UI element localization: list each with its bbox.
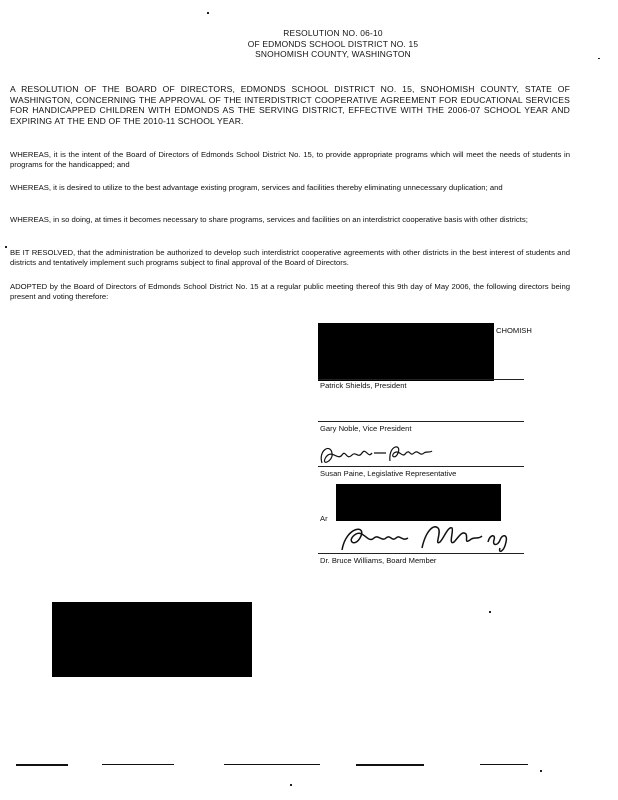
district-name: OF EDMONDS SCHOOL DISTRICT NO. 15 [247, 38, 419, 49]
whereas-paragraph-3: WHEREAS, in so doing, at times it becomes necessary to share programs, services and facilities on an interdistrict cooperative basis with other districts; [10, 215, 528, 224]
scan-speck [540, 770, 542, 772]
signature-line [318, 421, 524, 422]
signature-line [318, 379, 524, 380]
scan-mark [224, 764, 320, 765]
board-member-label: Dr. Bruce Williams, Board Member [320, 556, 437, 565]
redaction-box-large [52, 602, 252, 677]
scan-mark [356, 764, 424, 766]
document-header [0, 28, 618, 60]
handwritten-signature-paine [316, 441, 436, 469]
scan-speck [290, 784, 292, 786]
scan-mark [480, 764, 528, 765]
president-label: Patrick Shields, President [320, 381, 407, 390]
scan-speck [598, 58, 600, 59]
signature-line [318, 553, 524, 554]
whereas-paragraph-2: WHEREAS, it is desired to utilize to the best advantage existing program, services and facilities thereby eliminating unnecessary duplication; and [10, 183, 503, 192]
scan-speck [207, 12, 209, 14]
county-fragment-text: CHOMISH [496, 326, 532, 335]
legislative-representative-label: Susan Paine, Legislative Representative [320, 469, 457, 478]
scan-mark [16, 764, 68, 766]
scan-mark [102, 764, 174, 765]
redaction-box [318, 323, 494, 381]
signature-line [318, 466, 524, 467]
resolved-paragraph: BE IT RESOLVED, that the administration be authorized to develop such interdistrict cooperative agreements with other districts in the best interest of students and districts and tentatively implement such programs subject to final approval of the Board of Directors. [10, 248, 570, 268]
redaction-box [336, 484, 501, 521]
member-fragment-text: Ar [320, 514, 328, 523]
whereas-paragraph-1: WHEREAS, it is the intent of the Board of Directors of Edmonds School District No. 15, to provide appropriate programs which will meet the needs of students in programs for the handicapped; and [10, 150, 570, 170]
vice-president-label: Gary Noble, Vice President [320, 424, 412, 433]
adopted-paragraph: ADOPTED by the Board of Directors of Edmonds School District No. 15 at a regular public meeting thereof this 9th day of May 2006, the following directors being present and voting therefore: [10, 282, 570, 302]
scan-speck [489, 611, 491, 613]
scan-speck [5, 246, 7, 248]
county-state: SNOHOMISH COUNTY, WASHINGTON [255, 49, 411, 59]
handwritten-signature-williams [338, 520, 518, 556]
resolution-number: RESOLUTION NO. 06-10 [283, 28, 383, 38]
resolution-title: A RESOLUTION OF THE BOARD OF DIRECTORS, EDMONDS SCHOOL DISTRICT NO. 15, SNOHOMISH COUNTY, STATE OF WASHINGTON, CONCERNING THE APPROVAL OF THE INTERDISTRICT COOPERATIVE AGREEMENT FOR EDUCATIONAL SERVICES FOR HANDICAPPED CHILDREN WITH EDMONDS AS THE SERVING DISTRICT, EFFECTIVE WITH THE 2006-07 SCHOOL YEAR AND EXPIRING AT THE END OF THE 2010-11 SCHOOL YEAR. [10, 84, 570, 126]
